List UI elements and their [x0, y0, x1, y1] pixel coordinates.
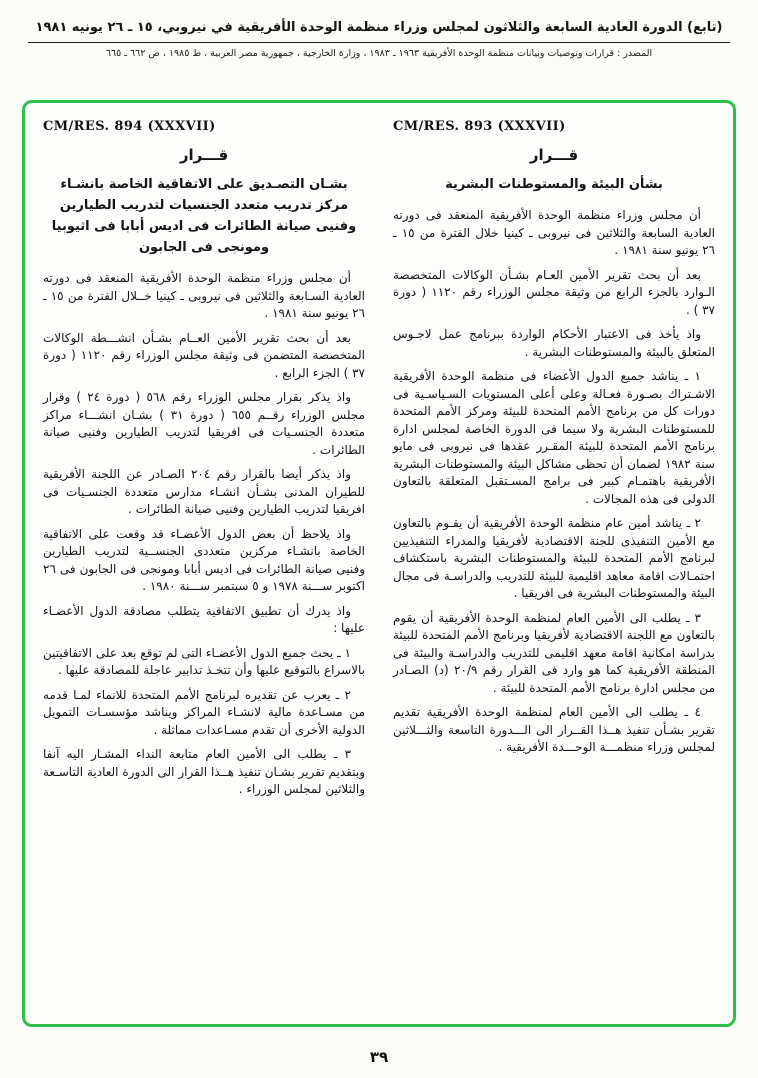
resolution-894-column [43, 119, 365, 1014]
resolution-893-column [393, 119, 715, 1014]
resolution-ref-894: CM/RES. 894 (XXXVII) [43, 119, 216, 134]
paragraph: واذ يأخذ فى الاعتبار الأحكام الواردة ببرنامج عمل لاجـوس المتعلق بالبيئة والمستوطنات البشرية . [393, 327, 715, 359]
paragraph: ٢ ـ يعرب عن تقديره لبرنامج الأمم المتحدة للانماء لمـا قدمه من مسـاعدة مالية لانشـاء المراكز ويناشد مؤسسـات التمويل الدولية الأخرى أن تقدم مسـاعدات مماثلة . [43, 687, 365, 737]
resolution-ref-893: CM/RES. 893 (XXXVII) [393, 119, 566, 134]
header-divider [28, 42, 730, 43]
header-session-line: (تابع) الدورة العادية السابعة والثلاثون لمجلس وزراء منظمة الوحدة الأفريقية في نيروبي، ١٥ ـ ٢٦ يونيه ١٩٨١ [35, 20, 723, 35]
paragraph: واذ يذكر أيضا بالقرار رقم ٢٠٤ الصـادر عن اللجنة الأفريقية للطيران المدنى بشـأن انشـاء مدارس متعددة الجنسـيات فى افريقيا لتدريب الطيارين وفنيى صيانة الطائرات . [43, 467, 365, 516]
page-number: ٣٩ [369, 1048, 389, 1066]
paragraph: أن مجلس وزراء منظمة الوحدة الأفريقية المنعقد فى دورته العادية السـابعة والثلاثين فى نيروبى ـ كينيا خــلال الفترة من ١٥ ـ ٢٦ يونيو سنة ١٩٨١ . [43, 271, 365, 320]
paragraph: ٣ ـ يطلب الى الأمين العام لمنظمة الوحدة الأفريقية أن يقوم بالتعاون مع اللجنة الاقتصادية لأفريقيا وبرنامج الأمم المتحدة للبيئة بدراسة امكانية اقامة معهد اقليمى للتدريب والدراسـة والبيئة فى المنطقة الأفريقية كما هو وارد فى القرار رقم ٢٠/٩ (د) الصـادر من مجلس ادارة برنامج الأمم المتحدة للبيئة . [393, 610, 715, 695]
paragraph: ٢ ـ يناشد أمين عام منظمة الوحدة الأفريقية أن يقـوم بالتعاون مع الأمين التنفيذى للجنة الاقتصادية لأفريقيا والمدراء التنفيذيين لبرنامج الأمم المتحدة للبيئة والمستوطنات البشرية باستكشاف احتمـالات اقامة معاهد اقليمية للبيئة للتدريب والدراسـة فى مجال البيئة والمستوطنات البشرية فى افريقيا . [393, 516, 715, 600]
resolutions-frame [22, 100, 736, 1027]
resolution-title-894: قـــرار [179, 146, 229, 164]
header-source-line: المصدر : قرارات وتوصيات وبيانات منظمة الوحدة الأفريقية ١٩٦٣ ـ ١٩٨٣ ، وزارة الخارجية ، جمهورية مصر العربية ، ط ١٩٨٥ ، ص ٦٦٢ ـ ٦٦٥ [105, 48, 653, 59]
resolution-title-893: قـــرار [529, 146, 579, 164]
paragraph: ٣ ـ يطلب الى الأمين العام متابعة النداء المشـار اليه آنفا وبتقديم تقرير بشـان تنفيذ هــذا القرار الى الدورة العادية التاسـعة والثلاثين لمجلس الوزراء . [43, 747, 365, 796]
paragraph: ١ ـ يناشد جميع الدول الأعضاء فى منظمة الوحدة الأفريقية الاشـتراك بصـورة فعـالة وعلى أعلى المستويات السـياسـية فى دورات كل من برنامج الأمم المتحدة للبيئة ومركز الأمم المتحدة للمستوطنات البشرية ولا سيما فى الدورة الخاصة لمجلس ادارة برنامج الأمم المتحدة للبيئة المقـرر عقدها فى نيروبى فى مايو سنة ١٩٨٢ لضمان أن تحظى مشاكل البيئة والمستوطنات البشرية الأفريقية باهتمـام كبير فى برامج المسـتقبل المتعلقة بالتعاون الدولى فى هذه المجالات . [393, 369, 715, 506]
page-header [0, 0, 758, 59]
resolution-subject-893: بشأن البيئة والمستوطنات البشرية [445, 177, 663, 192]
paragraph: أن مجلس وزراء منظمة الوحدة الأفريقية المنعقد فى دورته العادية السابعة والثلاثين فى نيروبى ـ كينيا خلال الفترة من ١٥ ـ ٢٦ يونيو سنة ١٩٨١ . [393, 208, 715, 257]
paragraph: بعد أن بحث تقرير الأمين العـام بشـأن الوكالات المتخصصة الـوارد بالجزء الرابع من وثيقة مجلس الوزراء رقم ١١٢٠ ( دورة ٣٧ ) . [393, 267, 715, 317]
paragraph: ١ ـ يحث جميع الدول الأعضـاء التى لم توقع بعد على الاتفاقيتين بالاسراع بالتوقيع عليها وأن تتخـذ تدابير عاجلة للمصادقة عليها . [43, 645, 365, 677]
paragraph: واذ يذكر بقرار مجلس الوزراء رقم ٥٦٨ ( دورة ٢٤ ) وقرار مجلس الوزراء رقــم ٦٥٥ ( دورة ٣١ ) بشـان انشـــاء مراكز متعددة الجنسـيات فى افريقيا لتدريب الطيارين وفنيى صيانة الطائرات . [43, 390, 365, 457]
paragraph: ٤ ـ يطلب الى الأمين العام لمنظمة الوحدة الأفريقية تقديم تقرير بشـأن تنفيذ هــذا القــرار الى الـــدورة التاسعة والثـــلاثين لمجلس وزراء منظمـــة الوحـــدة الأفريقية . [393, 705, 715, 754]
paragraph: واذ يدرك أن تطبيق الاتفاقية يتطلب مصادقة الدول الأعضـاء عليها : [43, 603, 365, 635]
resolution-subject-894: بشـان التصـديق على الاتفاقية الخاصة بانشـاء مركز تدريب متعدد الجنسيات لتدريب الطيارين وفنيى صيانة الطائرات فى اديس أبابا فى اثيوبيا ومونجى فى الجابون [51, 177, 357, 255]
paragraph: بعد أن بحث تقرير الأمين العــام بشـأن انشـــطة الوكالات المتخصصة المتضمن فى وثيقة مجلس الوزراء رقم ١١٢٠ ( دورة ٣٧ ) الجزء الرابع . [43, 330, 365, 380]
two-column-layout [43, 119, 715, 1014]
paragraph: واذ يلاحظ أن بعض الدول الأعضـاء قد وقعت على الاتفاقية الخاصة بانشـاء مركزين متعددى الجنســية لتدريب الطيارين وفنيى صيانة الطائرات فى اديس أبابا ومونجى فى الجابون فى ٢٦ اكتوبر ســـنة ١٩٧٨ و ٥ سبتمبر ســـنة ١٩٨٠ . [43, 526, 365, 593]
